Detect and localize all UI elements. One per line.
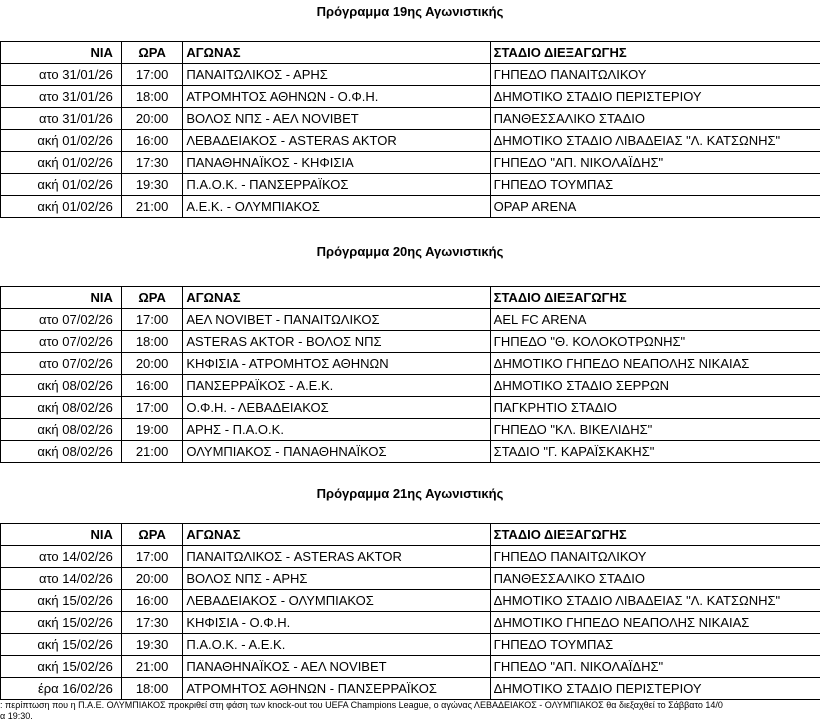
fixture-match: ΚΗΦΙΣΙΑ - Ο.Φ.Η.	[183, 612, 490, 634]
fixture-date: ατο 31/01/26	[1, 64, 122, 86]
fixture-venue: ΠΑΓΚΡΗΤΙΟ ΣΤΑΔΙΟ	[490, 397, 820, 419]
fixture-venue: OPAP ARENA	[490, 196, 820, 218]
fixture-match: ΠΑΝΑΘΗΝΑΪΚΟΣ - ΚΗΦΙΣΙΑ	[183, 152, 490, 174]
fixture-row	[1, 612, 820, 634]
fixture-match: ΠΑΝΣΕΡΡΑΪΚΟΣ - Α.Ε.Κ.	[183, 375, 490, 397]
fixture-date: ακή 15/02/26	[1, 590, 122, 612]
fixture-match: ΟΛΥΜΠΙΑΚΟΣ - ΠΑΝΑΘΗΝΑΪΚΟΣ	[183, 441, 490, 463]
fixture-match: Ο.Φ.Η. - ΛΕΒΑΔΕΙΑΚΟΣ	[183, 397, 490, 419]
fixture-venue: ΣΤΑΔΙΟ "Γ. ΚΑΡΑΪΣΚΑΚΗΣ"	[490, 441, 820, 463]
fixture-match: ΑΤΡΟΜΗΤΟΣ ΑΘΗΝΩΝ - Ο.Φ.Η.	[183, 86, 490, 108]
fixture-date: ατο 14/02/26	[1, 546, 122, 568]
fixture-match: ΛΕΒΑΔΕΙΑΚΟΣ - ΟΛΥΜΠΙΑΚΟΣ	[183, 590, 490, 612]
header-venue: ΣΤΑΔΙΟ ΔΙΕΞΑΓΩΓΗΣ	[490, 42, 820, 64]
fixture-date: ακή 01/02/26	[1, 196, 122, 218]
fixture-row	[1, 568, 820, 590]
fixture-venue: ΓΗΠΕΔΟ ΤΟΥΜΠΑΣ	[490, 174, 820, 196]
fixture-time: 21:00	[121, 656, 182, 678]
fixture-date: έρα 16/02/26	[1, 678, 122, 700]
fixture-date: ατο 14/02/26	[1, 568, 122, 590]
fixture-time: 18:00	[121, 86, 182, 108]
fixture-row	[1, 130, 820, 152]
fixture-time: 17:00	[121, 546, 182, 568]
fixture-time: 16:00	[121, 375, 182, 397]
fixture-venue: AEL FC ARENA	[490, 309, 820, 331]
fixture-time: 20:00	[121, 108, 182, 130]
header-venue: ΣΤΑΔΙΟ ΔΙΕΞΑΓΩΓΗΣ	[490, 287, 820, 309]
fixture-venue: ΓΗΠΕΔΟ "Θ. ΚΟΛΟΚΟΤΡΩΝΗΣ"	[490, 331, 820, 353]
fixture-time: 19:30	[121, 634, 182, 656]
fixture-time: 17:30	[121, 152, 182, 174]
fixture-row	[1, 656, 820, 678]
fixture-row	[1, 174, 820, 196]
fixture-row	[1, 678, 820, 700]
fixture-row	[1, 64, 820, 86]
fixture-venue: ΓΗΠΕΔΟ "ΚΛ. ΒΙΚΕΛΙΔΗΣ"	[490, 419, 820, 441]
fixture-date: ακή 08/02/26	[1, 375, 122, 397]
fixture-venue: ΔΗΜΟΤΙΚΟ ΣΤΑΔΙΟ ΠΕΡΙΣΤΕΡΙΟΥ	[490, 86, 820, 108]
fixture-date: ακή 08/02/26	[1, 397, 122, 419]
fixture-date: ακή 08/02/26	[1, 419, 122, 441]
fixture-venue: ΔΗΜΟΤΙΚΟ ΣΤΑΔΙΟ ΛΙΒΑΔΕΙΑΣ "Λ. ΚΑΤΣΩΝΗΣ"	[490, 130, 820, 152]
fixture-time: 18:00	[121, 678, 182, 700]
round-19-body	[1, 42, 820, 218]
fixture-match: ΒΟΛΟΣ ΝΠΣ - ΑΕΛ NOVIBET	[183, 108, 490, 130]
fixture-time: 21:00	[121, 441, 182, 463]
header-match: ΑΓΩΝΑΣ	[183, 287, 490, 309]
fixture-date: ατο 07/02/26	[1, 309, 122, 331]
fixture-row	[1, 375, 820, 397]
fixture-date: ακή 01/02/26	[1, 174, 122, 196]
fixture-match: ΑΕΛ NOVIBET - ΠΑΝΑΙΤΩΛΙΚΟΣ	[183, 309, 490, 331]
fixture-match: ΚΗΦΙΣΙΑ - ΑΤΡΟΜΗΤΟΣ ΑΘΗΝΩΝ	[183, 353, 490, 375]
fixture-time: 20:00	[121, 353, 182, 375]
header-venue: ΣΤΑΔΙΟ ΔΙΕΞΑΓΩΓΗΣ	[490, 524, 820, 546]
header-time: ΩΡΑ	[121, 524, 182, 546]
fixture-row	[1, 196, 820, 218]
round-19-header-row	[1, 42, 820, 64]
fixture-row	[1, 331, 820, 353]
fixture-venue: ΓΗΠΕΔΟ ΤΟΥΜΠΑΣ	[490, 634, 820, 656]
fixture-venue: ΔΗΜΟΤΙΚΟ ΣΤΑΔΙΟ ΛΙΒΑΔΕΙΑΣ "Λ. ΚΑΤΣΩΝΗΣ"	[490, 590, 820, 612]
fixture-time: 19:30	[121, 174, 182, 196]
footnote	[0, 700, 820, 722]
round-19-title: Πρόγραμμα 19ης Αγωνιστικής	[316, 4, 504, 19]
fixture-date: ακή 15/02/26	[1, 612, 122, 634]
round-20-body	[1, 287, 820, 463]
fixture-time: 21:00	[121, 196, 182, 218]
fixture-row	[1, 546, 820, 568]
round-21-table	[0, 523, 820, 700]
fixture-row	[1, 397, 820, 419]
fixture-date: ακή 15/02/26	[1, 634, 122, 656]
round-19-table	[0, 41, 820, 218]
fixture-venue: ΓΗΠΕΔΟ "ΑΠ. ΝΙΚΟΛΑΪΔΗΣ"	[490, 152, 820, 174]
fixture-match: Π.Α.Ο.Κ. - ΠΑΝΣΕΡΡΑΪΚΟΣ	[183, 174, 490, 196]
fixture-date: ατο 31/01/26	[1, 86, 122, 108]
fixture-row	[1, 108, 820, 130]
round-20-table	[0, 286, 820, 463]
fixture-date: ακή 01/02/26	[1, 152, 122, 174]
fixture-row	[1, 353, 820, 375]
fixture-row	[1, 634, 820, 656]
fixture-time: 17:00	[121, 309, 182, 331]
fixture-date: ατο 07/02/26	[1, 331, 122, 353]
fixture-match: ΑΡΗΣ - Π.Α.Ο.Κ.	[183, 419, 490, 441]
fixture-venue: ΓΗΠΕΔΟ ΠΑΝΑΙΤΩΛΙΚΟΥ	[490, 64, 820, 86]
fixture-match: Π.Α.Ο.Κ. - Α.Ε.Κ.	[183, 634, 490, 656]
fixture-match: ASTERAS AKTOR - ΒΟΛΟΣ ΝΠΣ	[183, 331, 490, 353]
header-date: ΝΙΑ	[1, 287, 122, 309]
fixture-date: ατο 31/01/26	[1, 108, 122, 130]
fixture-match: ΒΟΛΟΣ ΝΠΣ - ΑΡΗΣ	[183, 568, 490, 590]
fixture-venue: ΔΗΜΟΤΙΚΟ ΣΤΑΔΙΟ ΣΕΡΡΩΝ	[490, 375, 820, 397]
header-time: ΩΡΑ	[121, 287, 182, 309]
fixture-venue: ΔΗΜΟΤΙΚΟ ΓΗΠΕΔΟ ΝΕΑΠΟΛΗΣ ΝΙΚΑΙΑΣ	[490, 353, 820, 375]
fixture-row	[1, 152, 820, 174]
fixture-match: ΠΑΝΑΘΗΝΑΪΚΟΣ - ΑΕΛ NOVIBET	[183, 656, 490, 678]
fixture-venue: ΓΗΠΕΔΟ ΠΑΝΑΙΤΩΛΙΚΟΥ	[490, 546, 820, 568]
fixture-row	[1, 86, 820, 108]
fixture-time: 20:00	[121, 568, 182, 590]
fixture-date: ακή 15/02/26	[1, 656, 122, 678]
fixture-time: 17:30	[121, 612, 182, 634]
fixture-match: ΠΑΝΑΙΤΩΛΙΚΟΣ - ΑΡΗΣ	[183, 64, 490, 86]
fixture-date: ακή 01/02/26	[1, 130, 122, 152]
fixture-match: ΛΕΒΑΔΕΙΑΚΟΣ - ASTERAS AKTOR	[183, 130, 490, 152]
fixture-venue: ΔΗΜΟΤΙΚΟ ΣΤΑΔΙΟ ΠΕΡΙΣΤΕΡΙΟΥ	[490, 678, 820, 700]
fixture-venue: ΠΑΝΘΕΣΣΑΛΙΚΟ ΣΤΑΔΙΟ	[490, 108, 820, 130]
fixture-row	[1, 590, 820, 612]
round-20-title: Πρόγραμμα 20ης Αγωνιστικής	[316, 244, 504, 259]
fixture-venue: ΓΗΠΕΔΟ "ΑΠ. ΝΙΚΟΛΑΪΔΗΣ"	[490, 656, 820, 678]
fixture-time: 17:00	[121, 64, 182, 86]
fixture-time: 19:00	[121, 419, 182, 441]
fixture-time: 18:00	[121, 331, 182, 353]
fixture-venue: ΠΑΝΘΕΣΣΑΛΙΚΟ ΣΤΑΔΙΟ	[490, 568, 820, 590]
fixture-venue: ΔΗΜΟΤΙΚΟ ΓΗΠΕΔΟ ΝΕΑΠΟΛΗΣ ΝΙΚΑΙΑΣ	[490, 612, 820, 634]
round-20-header-row	[1, 287, 820, 309]
fixture-match: ΠΑΝΑΙΤΩΛΙΚΟΣ - ASTERAS AKTOR	[183, 546, 490, 568]
fixture-row	[1, 441, 820, 463]
fixture-time: 17:00	[121, 397, 182, 419]
fixture-date: ακή 08/02/26	[1, 441, 122, 463]
header-match: ΑΓΩΝΑΣ	[183, 42, 490, 64]
fixture-time: 16:00	[121, 590, 182, 612]
fixture-time: 16:00	[121, 130, 182, 152]
round-21-header-row	[1, 524, 820, 546]
fixture-match: Α.Ε.Κ. - ΟΛΥΜΠΙΑΚΟΣ	[183, 196, 490, 218]
round-21-title: Πρόγραμμα 21ης Αγωνιστικής	[316, 486, 504, 501]
fixture-date: ατο 07/02/26	[1, 353, 122, 375]
header-match: ΑΓΩΝΑΣ	[183, 524, 490, 546]
header-date: ΝΙΑ	[1, 524, 122, 546]
footnote-line-1: : περίπτωση που η Π.Α.Ε. ΟΛΥΜΠΙΑΚΟΣ προκριθεί στη φάση των knock-out του UEFA Champions League, ο αγώνας ΛΕΒΑΔΕΙΑΚΟΣ - ΟΛΥΜΠΙΑΚΟΣ θα διεξαχθεί το Σάββατο 14/0	[0, 700, 723, 710]
fixture-match: ΑΤΡΟΜΗΤΟΣ ΑΘΗΝΩΝ - ΠΑΝΣΕΡΡΑΪΚΟΣ	[183, 678, 490, 700]
header-date: ΝΙΑ	[1, 42, 122, 64]
fixture-row	[1, 309, 820, 331]
footnote-line-2: α 19:30.	[0, 711, 33, 721]
round-21-body	[1, 524, 820, 700]
fixture-row	[1, 419, 820, 441]
header-time: ΩΡΑ	[121, 42, 182, 64]
